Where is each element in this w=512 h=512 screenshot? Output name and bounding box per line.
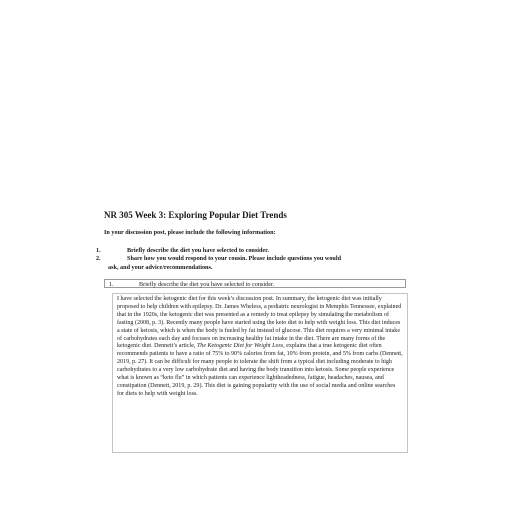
document-title: NR 305 Week 3: Exploring Popular Diet Trends (104, 210, 287, 220)
instruction-number: 2. (96, 255, 101, 262)
answer-text-part-2: , explains that a true ketogenic diet often recommends patients to have a ratio of 75% to 90% calories from fat, 10% from protein, and 5% from carbs (Dennett, 2019, p. 27). It can be difficult for many people to tolerate the shift from a typical diet including moderate to high carbohydrates to a very low carbohydrate diet and having the body transition into ketosis. Some people experience what is known as “keto flu” in which patients can experience lightheadedness, fatigue, headaches, nausea, and constipation (Dennett, 2019, p. 29). This diet is gaining popularity with the use of social media and online searches for diets to help with weight loss. (117, 343, 403, 397)
instruction-number: 1. (96, 247, 101, 254)
answer-paragraph (117, 296, 403, 399)
question-number: 1. (109, 281, 114, 288)
instruction-text-continuation: ask, and your advice/recommendations. (108, 264, 213, 271)
instruction-text: Share how you would respond to your cousin. Please include questions you would (127, 255, 342, 262)
question-row (104, 279, 406, 288)
article-title: The Ketogenic Diet for Weight Loss (196, 343, 284, 350)
answer-text-box (112, 293, 408, 453)
instruction-text: Briefly describe the diet you have selected to consider. (127, 247, 269, 254)
question-text: Briefly describe the diet you have selected to consider. (139, 281, 275, 288)
answer-text-part-1: I have selected the ketogenic diet for this week’s discussion post. In summary, the ketogenic diet was initially proposed to help children with epilepsy. Dr. James Wheless, a pediatric neurologist in Memphis Tennessee, explained that in the 1920s, the ketogenic diet was presented as a remedy to treat epilepsy by simulating the metabolism of fasting (2008, p. 3). Recently many people have started using the keto diet to help with weight loss. This diet induces a state of ketosis, which is when the body is fueled by fat instead of glucose. This diet requires a very minimal intake of carbohydrates each day and focuses on increasing healthy fat intake in the diet. There are many forms of the ketogenic diet. Dennett’s article, (117, 296, 402, 350)
instructions-intro: In your discussion post, please include the following information: (104, 229, 276, 236)
